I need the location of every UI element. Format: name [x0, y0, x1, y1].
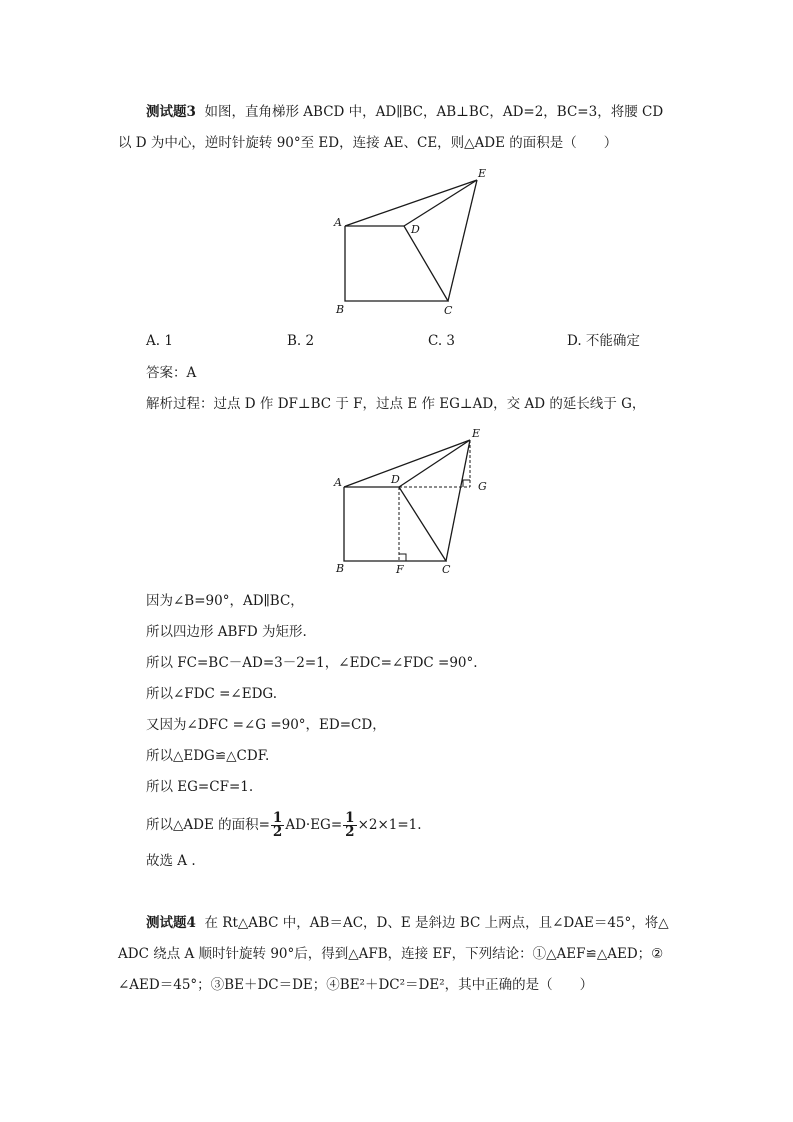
figure-1-segment-ce: [448, 180, 477, 301]
step-4: 所以∠FDC =∠EDG.: [146, 686, 278, 702]
figure-1-segment-de: [404, 180, 477, 226]
fraction-one-half-1: $\frac{1}{2}$: [272, 810, 283, 840]
question-4-line-3: ∠AED＝45°；③BE＋DC＝DE；④BE²＋DC²＝DE²，其中正确的是（ ）: [118, 977, 594, 993]
figure-2-segment-de: [399, 440, 470, 487]
choice-b: B. 2: [287, 333, 315, 349]
figure-2-segment-ae: [344, 440, 470, 487]
figure-2-segment-ce: [446, 440, 470, 561]
figure-2-point-e: E: [472, 427, 481, 440]
step-7: 所以 EG=CF=1.: [146, 779, 254, 795]
question-4-line-1: [146, 913, 669, 933]
step-1: 因为∠B=90°，AD∥BC，: [146, 593, 304, 609]
choice-d: D. 不能确定: [567, 333, 640, 349]
figure-2-point-d: D: [391, 473, 400, 486]
analysis-text: 解析过程：过点 D 作 DF⊥BC 于 F，过点 E 作 EG⊥AD，交 AD 的延长线于 G，: [146, 396, 646, 412]
figure-2-right-angle-f: [399, 554, 406, 561]
step-6: 所以△EDG≌△CDF.: [146, 748, 270, 764]
area-prefix: 所以△ADE 的面积=: [146, 817, 270, 833]
question-3-label: 测试题3: [146, 104, 196, 120]
figure-1-point-e: E: [478, 167, 487, 180]
choice-a: A. 1: [146, 333, 173, 349]
question-3-line-1: [146, 102, 663, 122]
area-suffix: ×2×1=1.: [357, 817, 422, 833]
step-5: 又因为∠DFC =∠G =90°，ED=CD，: [146, 717, 386, 733]
figure-1-trapezoid: [320, 160, 500, 320]
question-3-text-1: 如图，直角梯形 ABCD 中，AD∥BC，AB⊥BC，AD=2，BC=3，将腰 CD: [204, 104, 664, 120]
step-3: 所以 FC=BC－AD=3－2=1，∠EDC=∠FDC =90°.: [146, 655, 478, 671]
figure-2-point-b: B: [336, 562, 345, 575]
question-4-label: 测试题4: [146, 915, 196, 931]
choice-c: C. 3: [428, 333, 456, 349]
figure-1-point-c: C: [444, 304, 453, 317]
figure-1-point-b: B: [336, 303, 345, 316]
figure-2-point-f: F: [396, 563, 404, 576]
conclusion-text: 故选 A .: [146, 853, 196, 869]
figure-2-point-c: C: [442, 563, 451, 576]
question-3-line-2: 以 D 为中心，逆时针旋转 90°至 ED，连接 AE、CE，则△ADE 的面积是（ ）: [118, 135, 618, 151]
area-mid: AD·EG=: [285, 817, 343, 833]
figure-2-right-angle-g: [463, 480, 470, 487]
figure-1-point-d: D: [411, 223, 420, 236]
figure-2-point-g: G: [478, 480, 487, 493]
figure-2-point-a: A: [334, 476, 342, 489]
question-4-text-1: 在 Rt△ABC 中，AB＝AC，D、E 是斜边 BC 上两点，且∠DAE＝45°，将△: [204, 915, 669, 931]
figure-1-point-a: A: [334, 216, 342, 229]
figure-1-outline: [345, 226, 448, 301]
question-4-line-2: ADC 绕点 A 顺时针旋转 90°后，得到△AFB，连接 EF，下列结论：①△AEF≌△AED；②: [118, 946, 664, 962]
step-2: 所以四边形 ABFD 为矩形.: [146, 624, 307, 640]
answer-text: 答案：A: [146, 365, 197, 381]
fraction-one-half-2: $\frac{1}{2}$: [345, 810, 355, 840]
figure-2-trapezoid: [320, 420, 500, 580]
area-formula: [146, 812, 422, 839]
figure-2-outline: [344, 487, 446, 561]
figure-1-segment-ae: [345, 180, 477, 226]
